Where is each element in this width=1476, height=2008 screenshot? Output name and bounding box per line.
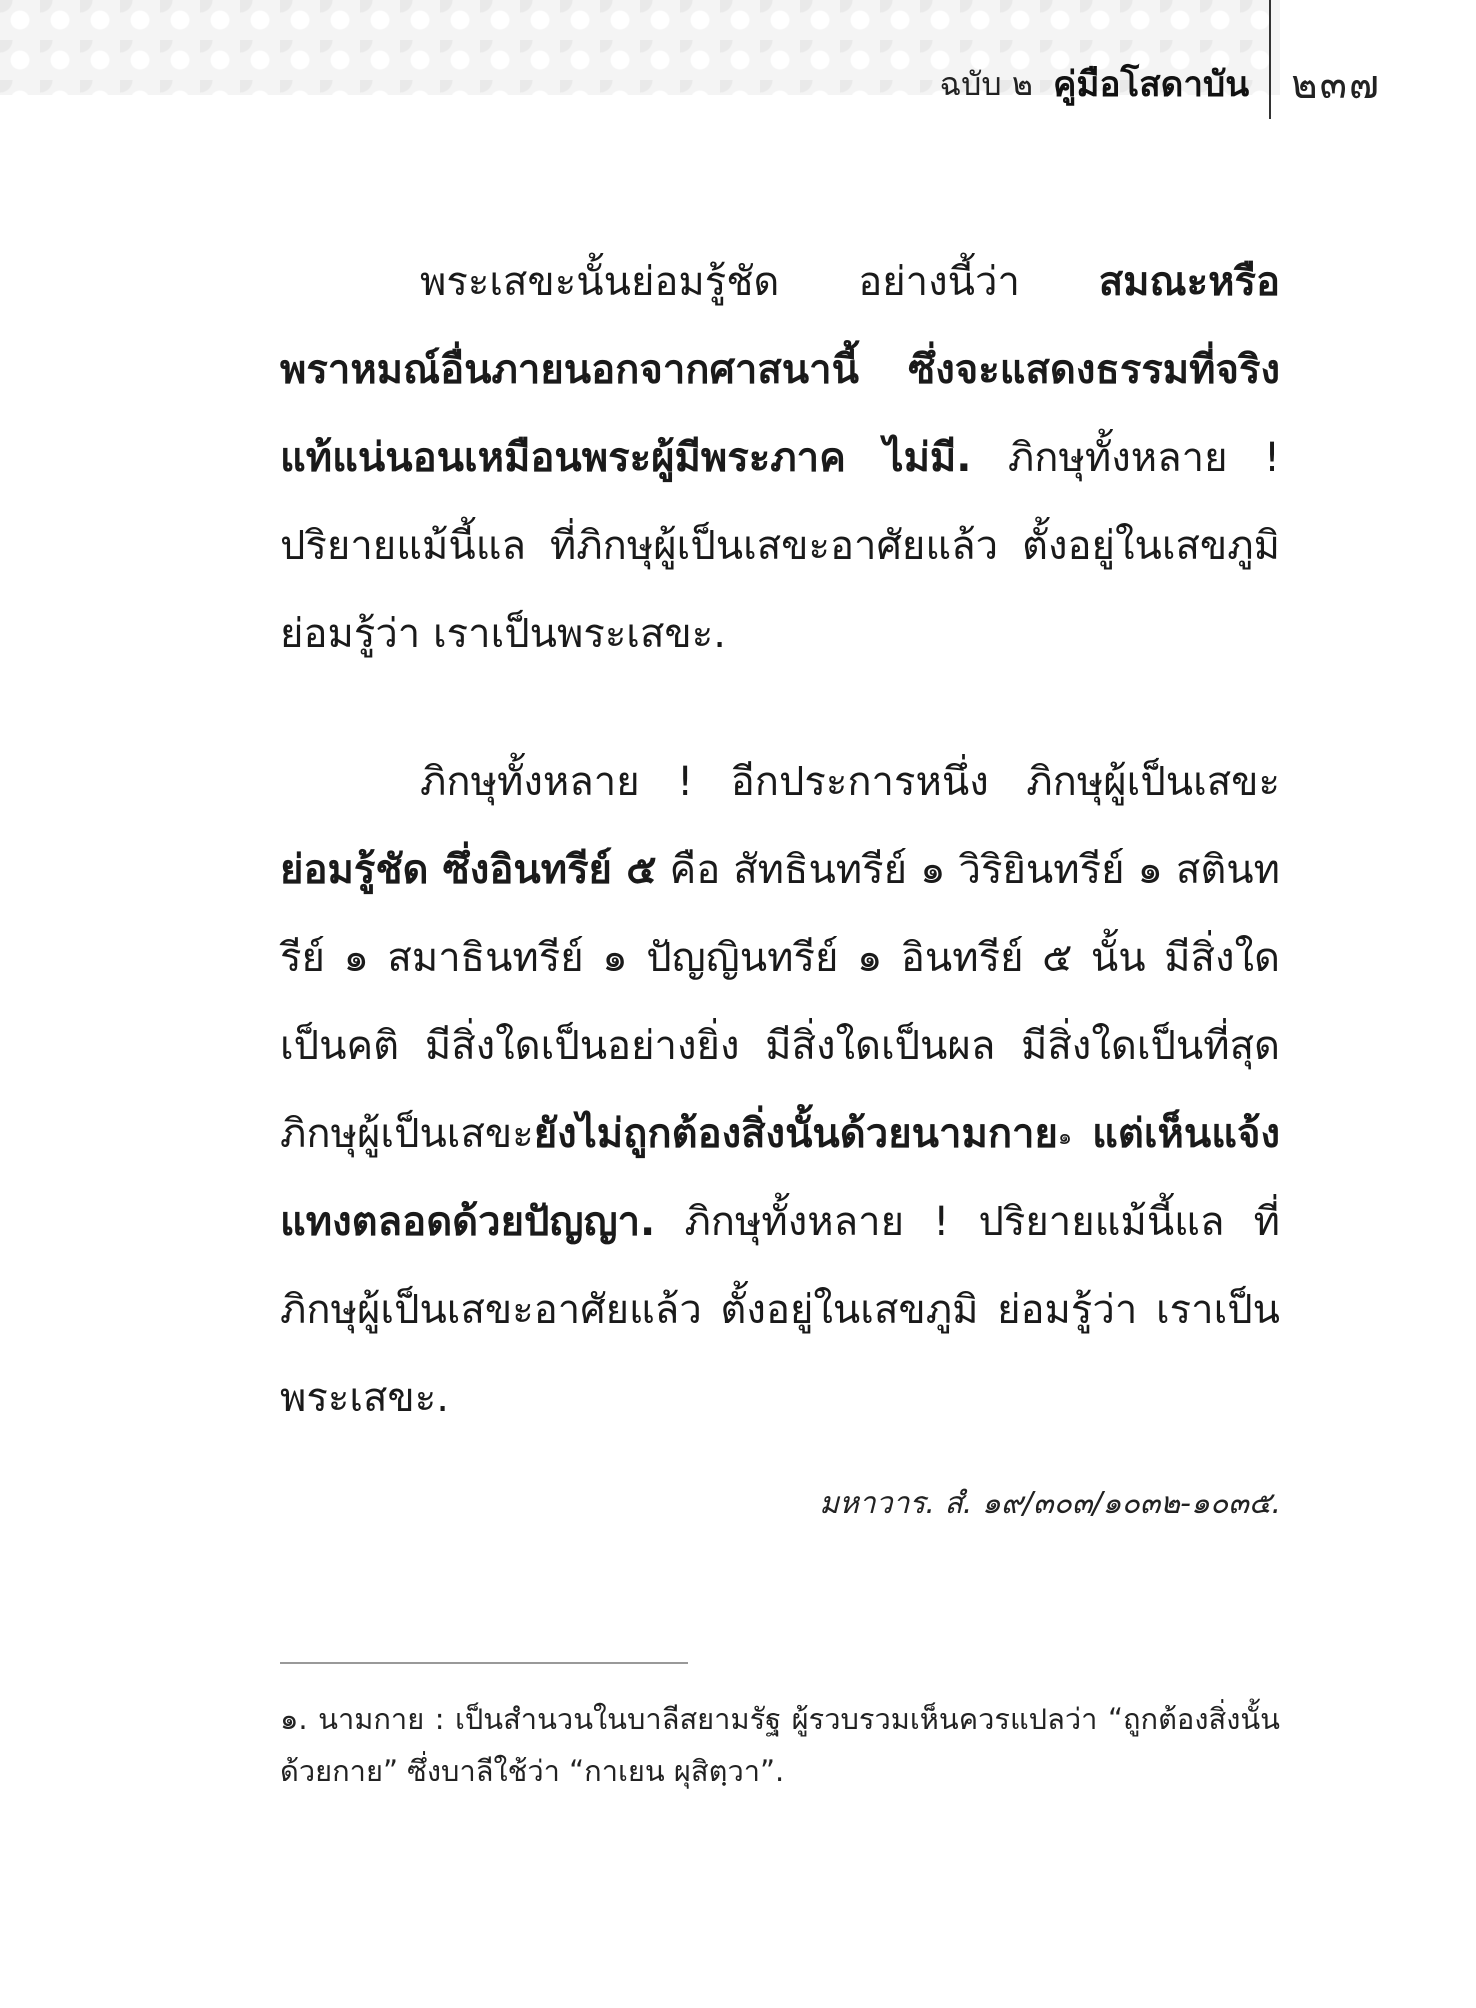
running-head (939, 58, 1381, 110)
volume-label: ฉบับ ๒ (939, 64, 1033, 103)
footnote-marker[interactable]: ๑ (1057, 1125, 1072, 1150)
paragraph-2-emphasis: แต่เห็นแจ้งแทงตลอดด้วยปัญญา. (280, 1111, 1280, 1245)
paragraph-2-emphasis: ย่อมรู้ชัด ซึ่งอินทรีย์ ๕ (280, 847, 657, 893)
page-number: ๒๓๗ (1291, 62, 1381, 108)
paragraph-2 (280, 738, 1280, 1442)
paragraph-2-emphasis: ยังไม่ถูกต้องสิ่งนั้นด้วยนามกาย (533, 1111, 1058, 1157)
paragraph-1-text: ภิกษุทั้งหลาย ! ปริยายแม้นี้แล ที่ภิกษุผู้เป็นเสขะอาศัยแล้ว ตั้งอยู่ในเสขภูมิ ย่อมรู้ว่า เราเป็นพระเสขะ. (280, 435, 1280, 657)
paragraph-2-text: คือ สัทธินทรีย์ ๑ วิริยินทรีย์ ๑ สตินทรีย์ ๑ สมาธินทรีย์ ๑ ปัญญินทรีย์ ๑ อินทรีย์ ๕ นั้น มีสิ่งใดเป็นคติ มีสิ่งใดเป็นอย่างยิ่ง มีสิ่งใดเป็นผล มีสิ่งใดเป็นที่สุด ภิกษุผู้เป็นเสขะ (280, 847, 1281, 1157)
paragraph-1-emphasis: สมณะหรือพราหมณ์อื่นภายนอกจากศาสนานี้ ซึ่งจะแสดงธรรมที่จริงแท้แน่นอนเหมือนพระผู้มีพระภาค ไม่มี. (280, 259, 1280, 481)
source-citation: มหาวาร. สํ. ๑๙/๓๐๓/๑๐๓๒-๑๐๓๕. (819, 1486, 1281, 1521)
paragraph-1 (280, 238, 1280, 678)
header-divider (1269, 0, 1271, 119)
book-title: คู่มือโสดาบัน (1053, 64, 1250, 105)
paragraph-2-text: ภิกษุทั้งหลาย ! อีกประการหนึ่ง ภิกษุผู้เป็นเสขะ (420, 759, 1280, 805)
paragraph-2-text: ภิกษุทั้งหลาย ! ปริยายแม้นี้แล ที่ภิกษุผู้เป็นเสขะอาศัยแล้ว ตั้งอยู่ในเสขภูมิ ย่อมรู้ว่า เราเป็นพระเสขะ. (280, 1199, 1280, 1421)
footnote: ๑. นามกาย : เป็นสำนวนในบาลีสยามรัฐ ผู้รวบรวมเห็นควรแปลว่า “ถูกต้องสิ่งนั้นด้วยกาย” ซึ่งบาลีใช้ว่า “กาเยน ผุสิตฺวา”. (280, 1702, 1280, 1788)
footnote-separator (280, 1662, 688, 1664)
paragraph-1-text: พระเสขะนั้นย่อมรู้ชัด อย่างนี้ว่า (420, 259, 1099, 305)
